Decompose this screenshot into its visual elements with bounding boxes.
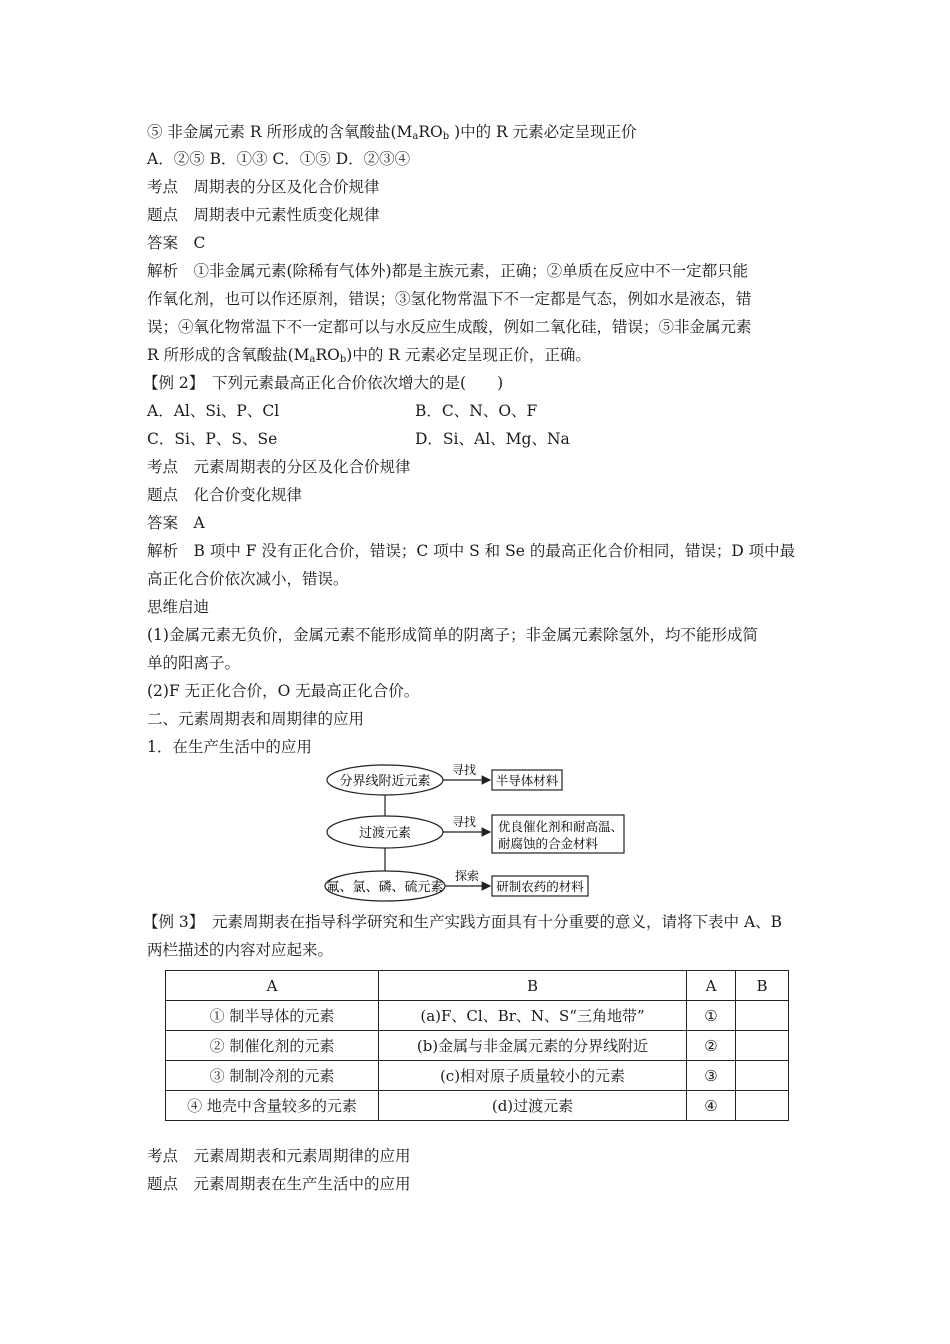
- matching-table: [165, 970, 789, 1121]
- header-b: B: [379, 971, 687, 1001]
- cell-b: (d)过渡元素: [379, 1091, 687, 1121]
- header-a: A: [166, 971, 379, 1001]
- ex2-option-a: A．Al、Si、P、Cl: [147, 402, 280, 420]
- cell-a-answer: ③: [687, 1061, 736, 1091]
- arrow-1-label: 寻找: [451, 763, 477, 777]
- cell-a: ② 制催化剂的元素: [166, 1031, 379, 1061]
- example-2-title: 【例 2】 下列元素最高正化合价依次增大的是( ): [143, 374, 504, 392]
- ex1-analysis-line-4: R 所形成的含氧酸盐$(M_aRO_b)$中的 R 元素必定呈现正价，正确。: [147, 346, 591, 365]
- cell-a-answer: ②: [687, 1031, 736, 1061]
- cell-a: ① 制半导体的元素: [166, 1001, 379, 1031]
- cell-b: (c)相对原子质量较小的元素: [379, 1061, 687, 1091]
- ex1-answer: 答案 C: [147, 234, 206, 252]
- cell-a: ④ 地壳中含量较多的元素: [166, 1091, 379, 1121]
- ex1-analysis-line-1: 解析 ①非金属元素(除稀有气体外)都是主族元素，正确；②单质在反应中不一定都只能: [147, 262, 749, 280]
- table-row: [166, 1031, 789, 1061]
- cell-b: (a)F、Cl、Br、N、S“三角地带”: [379, 1001, 687, 1031]
- tip-point-2: (2)F 无正化合价，O 无最高正化合价。: [147, 682, 420, 700]
- example-3-title-line-2: 两栏描述的内容对应起来。: [147, 941, 334, 959]
- ex3-kaodian: 考点 元素周期表和元素周期律的应用: [147, 1147, 411, 1165]
- section-2-heading: 二、元素周期表和周期律的应用: [147, 710, 365, 728]
- tip-point-1-line-1: (1)金属元素无负价，金属元素不能形成简单的阴离子；非金属元素除氢外，均不能形成简: [147, 626, 758, 644]
- cell-b-answer[interactable]: [736, 1031, 789, 1061]
- tip-point-1-line-2: 单的阳离子。: [147, 654, 241, 672]
- arrow-3-label: 探索: [454, 869, 480, 883]
- ex1-analysis-line-2: 作氧化剂，也可以作还原剂，错误；③氢化物常温下不一定都是气态，例如水是液态，错: [147, 290, 752, 308]
- ex2-analysis-line-1: 解析 B 项中 F 没有正化合价，错误；C 项中 S 和 Se 的最高正化合价相同，错误；D 项中最: [147, 542, 796, 560]
- cell-a: ③ 制制冷剂的元素: [166, 1061, 379, 1091]
- cell-a-answer: ①: [687, 1001, 736, 1031]
- cell-b-answer[interactable]: [736, 1001, 789, 1031]
- node-1-label: 分界线附近元素: [339, 774, 431, 789]
- ex1-tidian: 题点 周期表中元素性质变化规律: [147, 206, 380, 224]
- header-a-answer: A: [687, 971, 736, 1001]
- ex2-answer: 答案 A: [147, 514, 205, 532]
- ex2-option-b: B．C、N、O、F: [415, 402, 538, 420]
- section-2-1-heading: 1．在生产生活中的应用: [147, 738, 312, 756]
- table-row: [166, 1091, 789, 1121]
- ex2-kaodian: 考点 元素周期表的分区及化合价规律: [147, 458, 411, 476]
- ex2-option-d: D．Si、Al、Mg、Na: [415, 430, 570, 448]
- cell-b: (b)金属与非金属元素的分界线附近: [379, 1031, 687, 1061]
- question-options: A．②⑤ B．①③ C．①⑤ D．②③④: [147, 150, 411, 168]
- ex2-tidian: 题点 化合价变化规律: [147, 486, 303, 504]
- thinking-tip-heading: 思维启迪: [147, 598, 210, 616]
- cell-a-answer: ④: [687, 1091, 736, 1121]
- cell-b-answer[interactable]: [736, 1091, 789, 1121]
- question-5-line: ⑤ 非金属元素 R 所形成的含氧酸盐($M_aRO_b$ )中的 R 元素必定呈现正价: [147, 123, 637, 142]
- table-row: [166, 1061, 789, 1091]
- header-b-answer: B: [736, 971, 789, 1001]
- ex1-kaodian: 考点 周期表的分区及化合价规律: [147, 178, 380, 196]
- node-3-label: 氟、氯、磷、硫元素: [326, 880, 444, 895]
- application-diagram: [322, 760, 642, 902]
- arrow-2-label: 寻找: [451, 815, 477, 829]
- cell-b-answer[interactable]: [736, 1061, 789, 1091]
- node-2-label: 过渡元素: [358, 826, 412, 841]
- ex3-tidian: 题点 元素周期表在生产生活中的应用: [147, 1175, 411, 1193]
- ex2-option-c: C．Si、P、S、Se: [147, 430, 278, 448]
- box-2-label-line-2: 耐腐蚀的合金材料: [498, 836, 599, 851]
- diagram-svg: [322, 760, 642, 902]
- table-row: [166, 1001, 789, 1031]
- ex1-analysis-line-3: 误；④氧化物常温下不一定都可以与水反应生成酸，例如二氧化硅，错误；⑤非金属元素: [147, 318, 752, 336]
- table-header-row: [166, 971, 789, 1001]
- box-3-label: 研制农药的材料: [496, 879, 584, 894]
- box-2-label-line-1: 优良催化剂和耐高温、: [498, 819, 624, 834]
- box-1-label: 半导体材料: [495, 773, 559, 788]
- example-3-title-line-1: 【例 3】 元素周期表在指导科学研究和生产实践方面具有十分重要的意义，请将下表中 A、B: [143, 913, 783, 931]
- ex2-analysis-line-2: 高正化合价依次减小，错误。: [147, 570, 349, 588]
